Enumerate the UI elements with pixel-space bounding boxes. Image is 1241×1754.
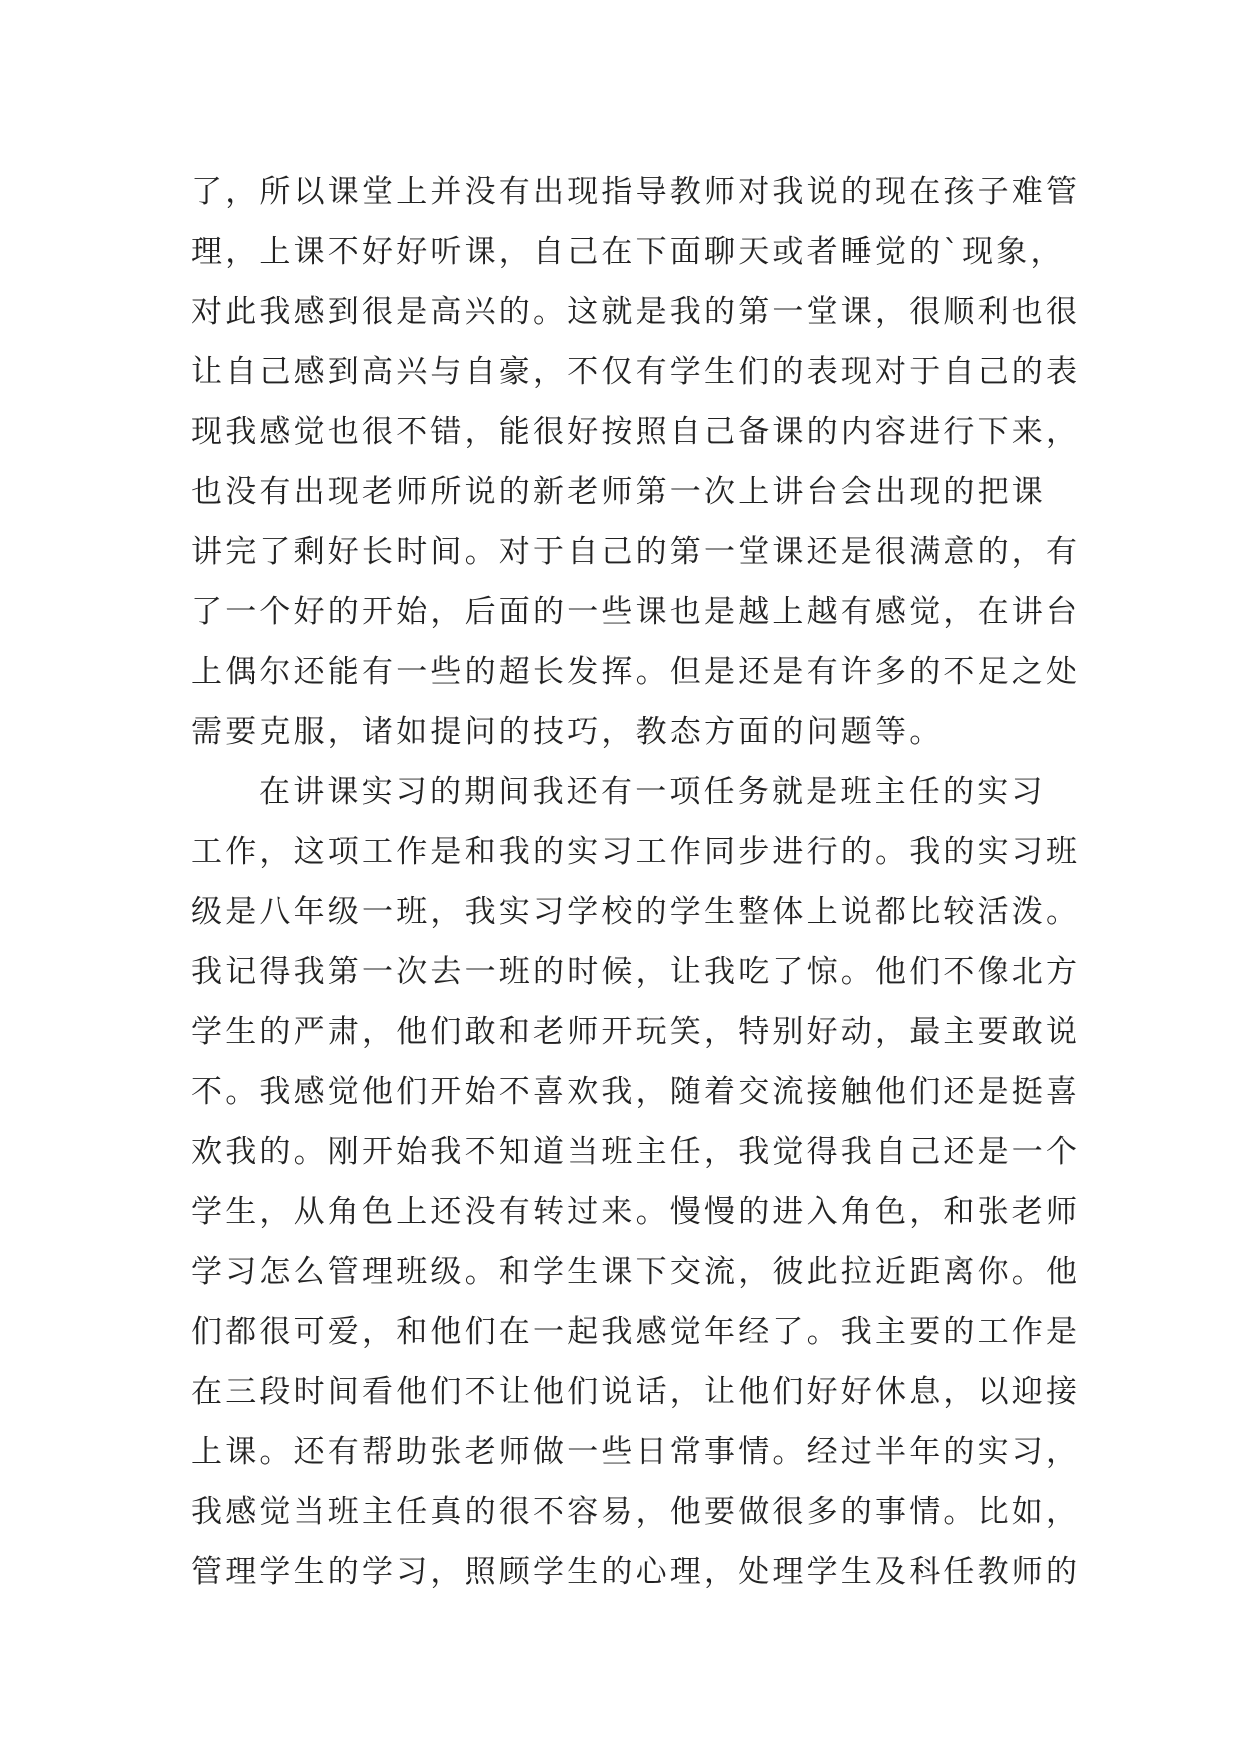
text-line: 我记得我第一次去一班的时候，让我吃了惊。他们不像北方: [191, 954, 1081, 990]
text-line: 现我感觉也很不错，能很好按照自己备课的内容进行下来，: [191, 414, 1081, 450]
text-line: 讲完了剩好长时间。对于自己的第一堂课还是很满意的，有: [191, 534, 1081, 570]
text-line: 学生，从角色上还没有转过来。慢慢的进入角色，和张老师: [191, 1194, 1081, 1230]
text-line: 理，上课不好好听课，自己在下面聊天或者睡觉的`现象，: [191, 234, 1065, 270]
text-line: 对此我感到很是高兴的。这就是我的第一堂课，很顺利也很: [191, 294, 1081, 330]
text-line: 上课。还有帮助张老师做一些日常事情。经过半年的实习，: [191, 1434, 1081, 1470]
text-line: 我感觉当班主任真的很不容易，他要做很多的事情。比如，: [191, 1494, 1081, 1530]
text-line: 不。我感觉他们开始不喜欢我，随着交流接触他们还是挺喜: [191, 1074, 1081, 1110]
text-line: 了一个好的开始，后面的一些课也是越上越有感觉，在讲台: [191, 594, 1081, 630]
text-line: 管理学生的学习，照顾学生的心理，处理学生及科任教师的: [191, 1554, 1081, 1590]
text-line: 欢我的。刚开始我不知道当班主任，我觉得我自己还是一个: [191, 1134, 1081, 1170]
text-line: 工作，这项工作是和我的实习工作同步进行的。我的实习班: [191, 834, 1081, 870]
text-line: 们都很可爱，和他们在一起我感觉年经了。我主要的工作是: [191, 1314, 1081, 1350]
text-line: 了，所以课堂上并没有出现指导教师对我说的现在孩子难管: [191, 174, 1081, 210]
text-line: 也没有出现老师所说的新老师第一次上讲台会出现的把课: [191, 474, 1046, 510]
text-line: 在三段时间看他们不让他们说话，让他们好好休息，以迎接: [191, 1374, 1081, 1410]
text-line: 让自己感到高兴与自豪，不仅有学生们的表现对于自己的表: [191, 354, 1081, 390]
text-line: 需要克服，诸如提问的技巧，教态方面的问题等。: [191, 714, 944, 750]
text-line: 级是八年级一班，我实习学校的学生整体上说都比较活泼。: [191, 894, 1081, 930]
text-line: 学生的严肃，他们敢和老师开玩笑，特别好动，最主要敢说: [191, 1014, 1081, 1050]
paragraph-first-line: 在讲课实习的期间我还有一项任务就是班主任的实习: [259, 774, 1046, 810]
text-line: 学习怎么管理班级。和学生课下交流，彼此拉近距离你。他: [191, 1254, 1081, 1290]
text-line: 上偶尔还能有一些的超长发挥。但是还是有许多的不足之处: [191, 654, 1081, 690]
body-text: [191, 162, 1081, 1602]
